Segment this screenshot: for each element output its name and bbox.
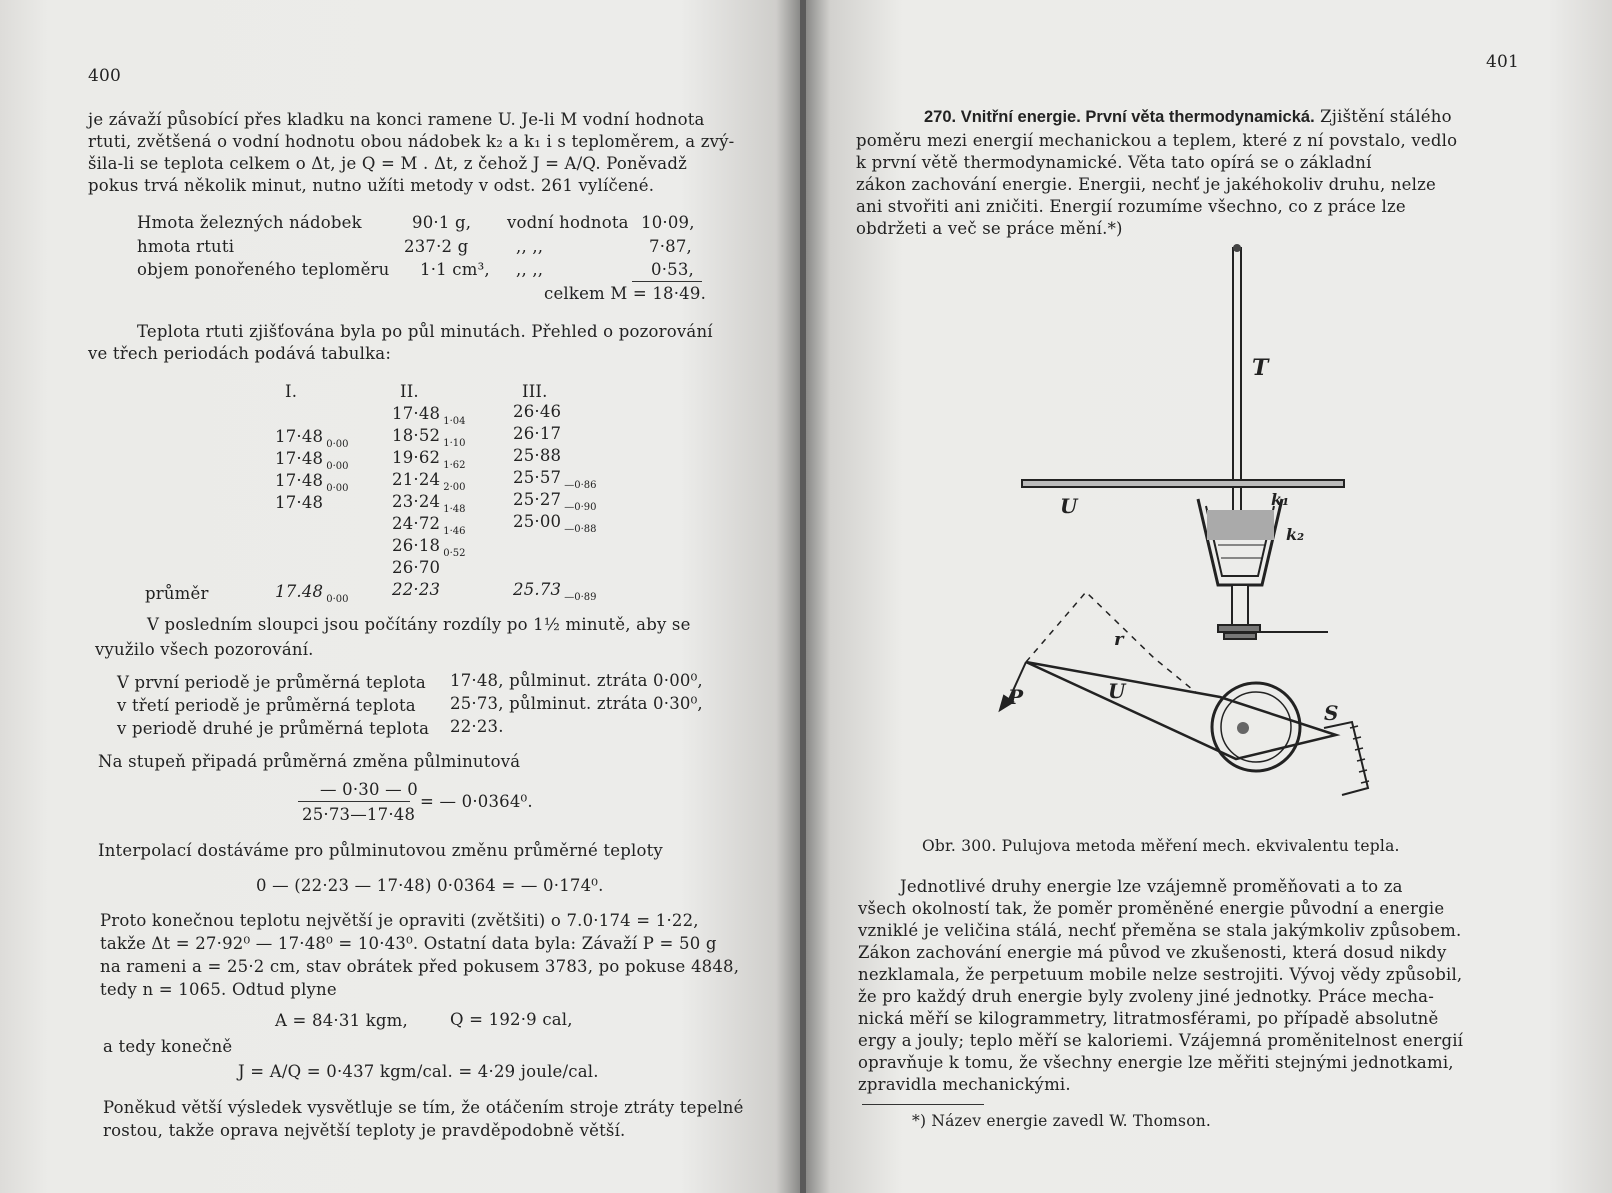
label-k1: k₁ (1271, 490, 1290, 509)
text-line: k první větě thermodynamické. Věta tato opírá se o základní (856, 153, 1372, 172)
cell-diff: 0·00 (326, 594, 349, 605)
text-line: Zákon zachování energie má původ ve zkušenosti, která dosud nikdy (858, 943, 1447, 962)
cell-diff: 1·10 (443, 438, 466, 449)
period-value: 17·48, půlminut. ztráta 0·00⁰, (450, 671, 703, 690)
mass-value: 237·2 g (404, 237, 469, 256)
text-line: takže Δt = 27·92⁰ — 17·48⁰ = 10·43⁰. Ostatní data byla: Závaží P = 50 g (100, 934, 717, 953)
cell-value: 17·48 (392, 404, 441, 423)
thermometer (1233, 248, 1241, 538)
table-cell (392, 558, 443, 577)
equation: A = 84·31 kgm, (275, 1011, 408, 1030)
table-cell (392, 470, 466, 493)
cell-value: 25.73 (513, 580, 562, 599)
text-line: rtuti, zvětšená o vodní hodnotu obou nádobek k₂ a k₁ i s teploměrem, a zvý- (88, 132, 735, 151)
text-line: Proto konečnou teplotu největší je opraviti (zvětšiti) o 7.0·174 = 1·22, (100, 911, 699, 930)
table-cell (275, 493, 326, 512)
table-cell (392, 492, 466, 515)
text-line: opravňuje k tomu, že všechny energie lze měřiti stejnými jednotkami, (858, 1053, 1454, 1072)
text-line: Na stupeň připadá průměrná změna půlminutová (98, 752, 521, 771)
cell-value: 25·88 (513, 446, 562, 465)
water-value: 7·87, (649, 237, 692, 256)
table-cell (513, 490, 597, 513)
period-value: 22·23. (450, 717, 504, 736)
text-line: nezklamala, že perpetuum mobile nelze sestrojiti. Vývoj vědy způsobil, (858, 965, 1463, 984)
text-line: ve třech periodách podává tabulka: (88, 344, 392, 363)
equation: Q = 192·9 cal, (450, 1010, 573, 1029)
cell-diff: 0·00 (326, 483, 349, 494)
table-cell (275, 471, 349, 494)
puluj-apparatus-figure (996, 240, 1416, 830)
mass-label: hmota rtuti (137, 237, 235, 256)
label-P: P (1008, 685, 1024, 709)
text-line: je závaží působící přes kladku na konci ramene U. Je-li M vodní hodnota (88, 110, 705, 129)
table-cell (513, 424, 561, 443)
text-line: Teplota rtuti zjišťována byla po půl minutách. Přehled o pozorování (137, 322, 713, 341)
mass-total: celkem M = 18·49. (544, 284, 707, 303)
text-line: zákon zachování energie. Energii, nechť je jakéhokoliv druhu, nelze (856, 175, 1436, 194)
fraction-bar (298, 801, 410, 802)
label-r: r (1114, 629, 1124, 650)
text-line: pokus trvá několik minut, nutno užíti metody v odst. 261 vylíčené. (88, 176, 655, 195)
footnote-rule (862, 1104, 984, 1105)
text-line: šila-li se teplota celkem o Δt, je Q = M . Δt, z čehož J = A/Q. Poněvadž (88, 154, 687, 173)
text-line: a tedy konečně (103, 1037, 233, 1056)
mass-value: 90·1 g, (412, 213, 472, 232)
label-k2: k₂ (1286, 525, 1305, 544)
equation: 0 — (22·23 — 17·48) 0·0364 = — 0·174⁰. (256, 876, 604, 895)
label-T: T (1252, 355, 1269, 381)
left-page (0, 0, 800, 1193)
mass-value: 1·1 cm³, (420, 260, 490, 279)
cell-diff: —0·86 (564, 480, 597, 491)
label-U-arm: U (1108, 679, 1126, 703)
fraction-result: = — 0·0364⁰. (420, 792, 533, 811)
cell-value: 18·52 (392, 426, 441, 445)
page-number: 401 (1486, 52, 1520, 72)
cell-value: 26·46 (513, 402, 562, 421)
table-cell (392, 426, 466, 449)
col-header-3: III. (522, 382, 548, 401)
text-line: nická měří se kilogrammetry, litratmosférami, po případě absolutně (858, 1009, 1439, 1028)
table-cell (513, 468, 597, 491)
footnote: *) Název energie zavedl W. Thomson. (912, 1112, 1212, 1130)
mass-label: objem ponořeného teploměru (137, 260, 390, 279)
cell-value: 25·27 (513, 490, 562, 509)
period-text: V první periodě je průměrná teplota (117, 673, 426, 692)
cell-value: 25·00 (513, 512, 562, 531)
cell-value: 26·17 (513, 424, 562, 443)
text-line: tedy n = 1065. Odtud plyne (100, 980, 337, 999)
lever-arm (1026, 662, 1339, 759)
text-line: rostou, takže oprava největší teploty je pravděpodobně větší. (103, 1121, 626, 1140)
text-line: ani stvořiti ani zničiti. Energií rozumíme všechno, co z práce lze (856, 197, 1406, 216)
text-line: Jednotlivé druhy energie lze vzájemně proměňovati a to za (900, 877, 1403, 896)
table-cell (392, 448, 466, 471)
text-line: zpravidla mechanickými. (858, 1075, 1071, 1094)
water-value-label: ,, ,, (516, 260, 544, 279)
col-header-2: II. (400, 382, 419, 401)
period-text: v periodě druhé je průměrná teplota (117, 719, 430, 738)
text-line: vzniklé je veličina stálá, nechť přeměna se stala jakýmkoliv způsobem. (858, 921, 1462, 940)
cell-diff: 1·04 (443, 416, 466, 427)
cell-diff: 2·00 (443, 482, 466, 493)
cell-value: 26·18 (392, 536, 441, 555)
water-value: 0·53, (651, 260, 694, 279)
cell-diff: 0·00 (326, 461, 349, 472)
label-U-bar: U (1060, 494, 1078, 518)
cell-diff: —0·88 (564, 524, 597, 535)
cell-value: 25·57 (513, 468, 562, 487)
cell-value: 19·62 (392, 448, 441, 467)
text-line: že pro každý druh energie byly zvoleny jiné jednotky. Práce mecha- (858, 987, 1434, 1006)
sum-rule (632, 281, 702, 282)
text-line: Zjištění stálého (1320, 107, 1452, 126)
table-cell (392, 536, 466, 559)
period-text: v třetí periodě je průměrná teplota (117, 696, 416, 715)
lever-bar (1022, 480, 1344, 487)
table-cell (513, 580, 597, 603)
cell-value: 24·72 (392, 514, 441, 533)
water-value-label: ,, ,, (516, 237, 544, 256)
table-cell (513, 446, 561, 465)
text-line: V posledním sloupci jsou počítány rozdíly po 1½ minutě, aby se (147, 615, 691, 634)
text-line: všech okolností tak, že poměr proměněné energie původní a energie (858, 899, 1445, 918)
page-number: 400 (88, 66, 122, 86)
fraction-denominator: 25·73—17·48 (302, 805, 416, 824)
cell-value: 17.48 (275, 582, 324, 601)
table-cell (392, 514, 466, 537)
cell-value: 23·24 (392, 492, 441, 511)
cell-diff: 1·48 (443, 504, 466, 515)
table-cell (392, 580, 440, 599)
label-S: S (1324, 701, 1339, 725)
table-cell (513, 402, 561, 421)
text-line: Interpolací dostáváme pro půlminutovou změnu průměrné teploty (98, 841, 663, 860)
text-line: obdržeti a več se práce mění.*) (856, 219, 1123, 238)
period-value: 25·73, půlminut. ztráta 0·30⁰, (450, 694, 703, 713)
cell-diff: 1·62 (443, 460, 466, 471)
table-cell (513, 512, 597, 535)
table-cell (275, 582, 349, 605)
cell-diff: 0·52 (443, 548, 466, 559)
table-cell (275, 427, 349, 450)
text-line: ergy a jouly; teplo měří se kaloriemi. Vzájemná proměnitelnost energií (858, 1031, 1464, 1050)
water-value-label: vodní hodnota (507, 213, 629, 232)
table-cell (392, 404, 466, 427)
text-line: poměru mezi energií mechanickou a teplem, které z ní povstalo, vedlo (856, 131, 1458, 150)
text-line: Poněkud větší výsledek vysvětluje se tím, že otáčením stroje ztráty tepelné (103, 1098, 744, 1117)
cell-value: 21·24 (392, 470, 441, 489)
section-heading: 270. Vnitřní energie. První věta thermodynamická. (924, 108, 1315, 126)
section-heading-line (924, 107, 1452, 127)
fraction-numerator: — 0·30 — 0 (320, 780, 418, 799)
cell-value: 17·48 (275, 449, 324, 468)
text-line: využilo všech pozorování. (95, 640, 314, 659)
figure-caption: Obr. 300. Pulujova metoda měření mech. ekvivalentu tepla. (922, 837, 1400, 855)
text-line: na rameni a = 25·2 cm, stav obrátek před pokusem 3783, po pokuse 4848, (100, 957, 740, 976)
cell-diff: —0·89 (564, 592, 597, 603)
col-header-1: I. (285, 382, 298, 401)
cell-diff: 0·00 (326, 439, 349, 450)
table-cell (275, 449, 349, 472)
cell-value: 22·23 (392, 580, 441, 599)
right-page (806, 0, 1612, 1193)
cell-value: 17·48 (275, 493, 324, 512)
cell-value: 26·70 (392, 558, 441, 577)
cell-value: 17·48 (275, 427, 324, 446)
cell-diff: 1·46 (443, 526, 466, 537)
water-value: 10·09, (641, 213, 695, 232)
equation: J = A/Q = 0·437 kgm/cal. = 4·29 joule/cal. (238, 1062, 599, 1081)
average-label: průměr (145, 584, 209, 603)
cell-value: 17·48 (275, 471, 324, 490)
cell-diff: —0·90 (564, 502, 597, 513)
mass-label: Hmota železných nádobek (137, 213, 362, 232)
